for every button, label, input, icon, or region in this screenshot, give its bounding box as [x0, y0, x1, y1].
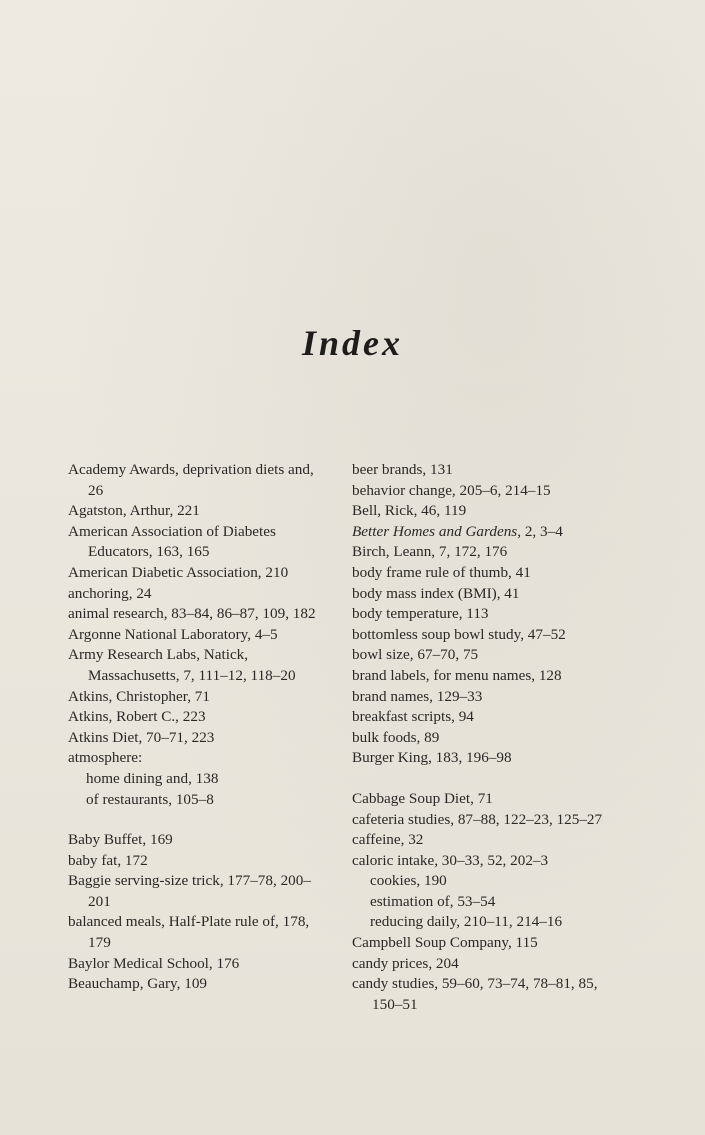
index-entry: anchoring, 24 — [68, 584, 152, 602]
index-entry: Army Research Labs, Natick, Massachusetts, 7, 111–12, 118–20 — [68, 646, 296, 684]
index-entry: body mass index (BMI), 41 — [352, 584, 520, 602]
index-entry-title-italic: Better Homes and Gardens — [352, 522, 518, 540]
index-entry: atmosphere: — [68, 749, 143, 767]
index-subentry: cookies, 190 — [370, 872, 447, 890]
index-entry: Atkins, Robert C., 223 — [68, 708, 206, 726]
page-title: Index — [301, 323, 403, 363]
index-entry: candy studies, 59–60, 73–74, 78–81, 85, 150–51 — [352, 975, 598, 1013]
index-subentry: home dining and, 138 — [86, 769, 219, 787]
index-subentry: reducing daily, 210–11, 214–16 — [370, 913, 563, 931]
index-entry: body frame rule of thumb, 41 — [352, 563, 531, 581]
index-entry: brand names, 129–33 — [352, 687, 483, 705]
index-entry: Baby Buffet, 169 — [68, 831, 173, 849]
index-entry: body temperature, 113 — [352, 605, 489, 623]
index-entry: cafeteria studies, 87–88, 122–23, 125–27 — [352, 810, 603, 828]
index-entry: baby fat, 172 — [68, 851, 148, 869]
index-entry: Academy Awards, deprivation diets and, 26 — [68, 461, 314, 499]
index-entry: caffeine, 32 — [352, 831, 424, 849]
index-entry: brand labels, for menu names, 128 — [352, 666, 562, 684]
index-column-right — [352, 460, 622, 1015]
index-entry: breakfast scripts, 94 — [352, 708, 474, 726]
index-entry: Baggie serving-size trick, 177–78, 200–201 — [68, 872, 311, 910]
index-entry: American Association of Diabetes Educators, 163, 165 — [68, 522, 276, 561]
bleed-through-header — [300, 90, 640, 102]
index-entry: beer brands, 131 — [352, 461, 453, 478]
index-entry: Baylor Medical School, 176 — [68, 954, 240, 972]
index-entry: Birch, Leann, 7, 172, 176 — [352, 543, 508, 561]
index-entry: Atkins Diet, 70–71, 223 — [68, 728, 215, 746]
index-entry: Bell, Rick, 46, 119 — [352, 502, 467, 520]
index-entry: candy prices, 204 — [352, 954, 459, 972]
index-entry: bottomless soup bowl study, 47–52 — [352, 625, 566, 643]
index-entry: Atkins, Christopher, 71 — [68, 687, 210, 705]
index-letter-gap — [352, 769, 622, 789]
index-entry: Argonne National Laboratory, 4–5 — [68, 625, 278, 643]
index-entry: American Diabetic Association, 210 — [68, 563, 289, 581]
index-entry: caloric intake, 30–33, 52, 202–3 — [352, 851, 549, 869]
index-entry: behavior change, 205–6, 214–15 — [352, 481, 551, 499]
index-entry: bulk foods, 89 — [352, 728, 440, 746]
index-column-left — [68, 460, 330, 995]
index-letter-gap — [68, 810, 330, 830]
index-subentry: of restaurants, 105–8 — [86, 790, 214, 808]
index-subentry: estimation of, 53–54 — [370, 892, 496, 910]
index-entry: Burger King, 183, 196–98 — [352, 749, 512, 767]
index-entry-pages: , 2, 3–4 — [517, 522, 563, 540]
index-entry: Cabbage Soup Diet, 71 — [352, 789, 493, 807]
index-entry: balanced meals, Half-Plate rule of, 178, 179 — [68, 913, 310, 952]
index-entry — [352, 522, 622, 543]
index-entry: Campbell Soup Company, 115 — [352, 934, 538, 952]
index-entry: animal research, 83–84, 86–87, 109, 182 — [68, 605, 316, 623]
index-entry: Beauchamp, Gary, 109 — [68, 975, 208, 993]
index-entry: Agatston, Arthur, 221 — [68, 502, 200, 520]
index-entry: bowl size, 67–70, 75 — [352, 646, 479, 664]
